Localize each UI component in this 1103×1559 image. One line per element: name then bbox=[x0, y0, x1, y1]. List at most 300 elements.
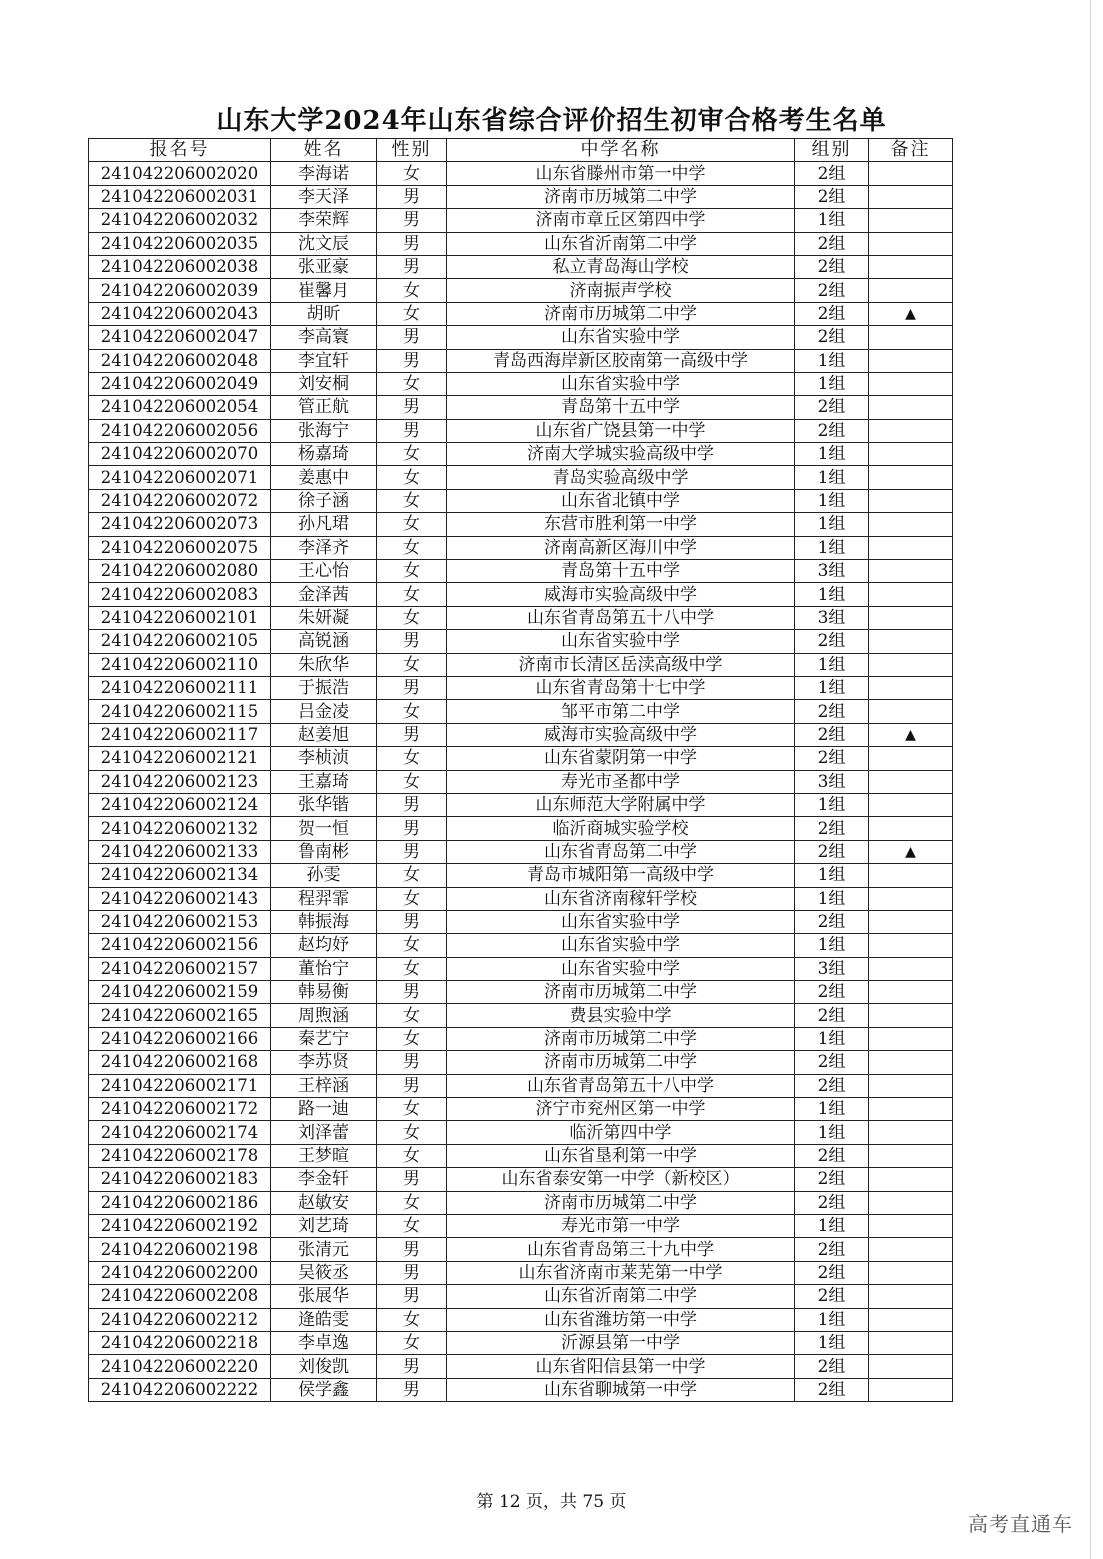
cell-gender: 女 bbox=[377, 536, 447, 559]
cell-remarks bbox=[869, 583, 953, 606]
cell-gender: 男 bbox=[377, 817, 447, 840]
cell-name: 金泽茜 bbox=[271, 583, 377, 606]
table-row bbox=[89, 887, 953, 910]
cell-registration-number: 241042206002165 bbox=[89, 1004, 271, 1027]
cell-group: 2组 bbox=[795, 981, 869, 1004]
cell-gender: 女 bbox=[377, 489, 447, 512]
cell-remarks bbox=[869, 606, 953, 629]
cell-gender: 男 bbox=[377, 1378, 447, 1401]
table-row bbox=[89, 1004, 953, 1027]
table-row bbox=[89, 934, 953, 957]
cell-remarks: ▲ bbox=[869, 723, 953, 746]
cell-group: 2组 bbox=[795, 1355, 869, 1378]
cell-school: 山东省济南市莱芜第一中学 bbox=[447, 1261, 795, 1284]
cell-school: 山东省实验中学 bbox=[447, 934, 795, 957]
cell-registration-number: 241042206002121 bbox=[89, 747, 271, 770]
cell-remarks bbox=[869, 255, 953, 278]
cell-school: 济南市长清区岳渎高级中学 bbox=[447, 653, 795, 676]
cell-school: 山东省潍坊第一中学 bbox=[447, 1308, 795, 1331]
cell-remarks bbox=[869, 1308, 953, 1331]
table-row bbox=[89, 536, 953, 559]
cell-group: 2组 bbox=[795, 840, 869, 863]
cell-school: 沂源县第一中学 bbox=[447, 1331, 795, 1354]
cell-name: 孙雯 bbox=[271, 864, 377, 887]
cell-registration-number: 241042206002186 bbox=[89, 1191, 271, 1214]
cell-remarks bbox=[869, 887, 953, 910]
cell-registration-number: 241042206002071 bbox=[89, 466, 271, 489]
cell-gender: 女 bbox=[377, 443, 447, 466]
cell-gender: 女 bbox=[377, 279, 447, 302]
cell-registration-number: 241042206002054 bbox=[89, 396, 271, 419]
cell-registration-number: 241042206002039 bbox=[89, 279, 271, 302]
cell-gender: 女 bbox=[377, 1331, 447, 1354]
cell-group: 1组 bbox=[795, 536, 869, 559]
cell-name: 刘俊凯 bbox=[271, 1355, 377, 1378]
cell-registration-number: 241042206002132 bbox=[89, 817, 271, 840]
table-row bbox=[89, 770, 953, 793]
cell-name: 刘艺琦 bbox=[271, 1214, 377, 1237]
cell-registration-number: 241042206002156 bbox=[89, 934, 271, 957]
cell-registration-number: 241042206002134 bbox=[89, 864, 271, 887]
table-row bbox=[89, 1308, 953, 1331]
cell-school: 山东师范大学附属中学 bbox=[447, 793, 795, 816]
cell-school: 山东省沂南第二中学 bbox=[447, 232, 795, 255]
cell-school: 山东省青岛第十七中学 bbox=[447, 676, 795, 699]
cell-registration-number: 241042206002212 bbox=[89, 1308, 271, 1331]
table-row bbox=[89, 1331, 953, 1354]
header-name: 姓名 bbox=[271, 139, 377, 162]
cell-remarks bbox=[869, 1168, 953, 1191]
cell-registration-number: 241042206002200 bbox=[89, 1261, 271, 1284]
cell-gender: 男 bbox=[377, 1355, 447, 1378]
cell-remarks bbox=[869, 1261, 953, 1284]
cell-name: 王梦暄 bbox=[271, 1144, 377, 1167]
cell-group: 1组 bbox=[795, 443, 869, 466]
table-row bbox=[89, 1355, 953, 1378]
cell-gender: 女 bbox=[377, 606, 447, 629]
cell-remarks bbox=[869, 793, 953, 816]
cell-school: 济南振声学校 bbox=[447, 279, 795, 302]
cell-name: 朱妍凝 bbox=[271, 606, 377, 629]
table-row bbox=[89, 1098, 953, 1121]
table-row bbox=[89, 1238, 953, 1261]
cell-gender: 女 bbox=[377, 1098, 447, 1121]
cell-group: 2组 bbox=[795, 232, 869, 255]
cell-name: 贺一恒 bbox=[271, 817, 377, 840]
table-row bbox=[89, 1261, 953, 1284]
cell-group: 1组 bbox=[795, 1308, 869, 1331]
cell-gender: 女 bbox=[377, 583, 447, 606]
cell-school: 山东省垦利第一中学 bbox=[447, 1144, 795, 1167]
cell-registration-number: 241042206002117 bbox=[89, 723, 271, 746]
cell-gender: 男 bbox=[377, 630, 447, 653]
cell-remarks bbox=[869, 209, 953, 232]
cell-gender: 男 bbox=[377, 255, 447, 278]
cell-name: 沈文辰 bbox=[271, 232, 377, 255]
cell-group: 2组 bbox=[795, 419, 869, 442]
cell-school: 济南市历城第二中学 bbox=[447, 1027, 795, 1050]
cell-school: 山东省泰安第一中学（新校区） bbox=[447, 1168, 795, 1191]
cell-registration-number: 241042206002124 bbox=[89, 793, 271, 816]
table-row bbox=[89, 326, 953, 349]
cell-school: 济南市历城第二中学 bbox=[447, 1191, 795, 1214]
table-row bbox=[89, 162, 953, 185]
table-row bbox=[89, 1051, 953, 1074]
cell-school: 山东省实验中学 bbox=[447, 372, 795, 395]
cell-name: 董怡宁 bbox=[271, 957, 377, 980]
cell-name: 张亚豪 bbox=[271, 255, 377, 278]
table-row bbox=[89, 1168, 953, 1191]
page-number: 第 12 页，共 75 页 bbox=[476, 1492, 627, 1512]
cell-school: 济南高新区海川中学 bbox=[447, 536, 795, 559]
cell-registration-number: 241042206002115 bbox=[89, 700, 271, 723]
header-school: 中学名称 bbox=[447, 139, 795, 162]
cell-registration-number: 241042206002038 bbox=[89, 255, 271, 278]
cell-name: 李高寰 bbox=[271, 326, 377, 349]
cell-name: 胡昕 bbox=[271, 302, 377, 325]
cell-remarks bbox=[869, 466, 953, 489]
cell-name: 赵姜旭 bbox=[271, 723, 377, 746]
cell-gender: 男 bbox=[377, 326, 447, 349]
cell-school: 寿光市圣都中学 bbox=[447, 770, 795, 793]
cell-group: 2组 bbox=[795, 747, 869, 770]
cell-remarks bbox=[869, 1191, 953, 1214]
cell-remarks bbox=[869, 1214, 953, 1237]
cell-gender: 男 bbox=[377, 232, 447, 255]
cell-group: 2组 bbox=[795, 1144, 869, 1167]
header-gender: 性别 bbox=[377, 139, 447, 162]
watermark-text: 高考直通车 bbox=[968, 1512, 1073, 1536]
cell-school: 青岛市城阳第一高级中学 bbox=[447, 864, 795, 887]
cell-gender: 女 bbox=[377, 560, 447, 583]
cell-registration-number: 241042206002222 bbox=[89, 1378, 271, 1401]
cell-registration-number: 241042206002049 bbox=[89, 372, 271, 395]
cell-registration-number: 241042206002178 bbox=[89, 1144, 271, 1167]
cell-name: 赵敏安 bbox=[271, 1191, 377, 1214]
cell-remarks bbox=[869, 747, 953, 770]
cell-school: 济南市历城第二中学 bbox=[447, 981, 795, 1004]
cell-school: 邹平市第二中学 bbox=[447, 700, 795, 723]
table-row bbox=[89, 981, 953, 1004]
cell-school: 山东省济南稼轩学校 bbox=[447, 887, 795, 910]
cell-registration-number: 241042206002101 bbox=[89, 606, 271, 629]
cell-gender: 女 bbox=[377, 1191, 447, 1214]
cell-group: 2组 bbox=[795, 302, 869, 325]
cell-group: 2组 bbox=[795, 700, 869, 723]
cell-group: 1组 bbox=[795, 1098, 869, 1121]
table-row bbox=[89, 747, 953, 770]
cell-remarks bbox=[869, 1121, 953, 1144]
cell-group: 1组 bbox=[795, 934, 869, 957]
cell-school: 济南大学城实验高级中学 bbox=[447, 443, 795, 466]
cell-remarks bbox=[869, 326, 953, 349]
header-group: 组别 bbox=[795, 139, 869, 162]
cell-name: 吴筱丞 bbox=[271, 1261, 377, 1284]
cell-name: 张展华 bbox=[271, 1285, 377, 1308]
cell-gender: 女 bbox=[377, 1004, 447, 1027]
cell-group: 3组 bbox=[795, 606, 869, 629]
cell-group: 1组 bbox=[795, 466, 869, 489]
cell-name: 王心怡 bbox=[271, 560, 377, 583]
cell-registration-number: 241042206002070 bbox=[89, 443, 271, 466]
table-row bbox=[89, 209, 953, 232]
cell-group: 1组 bbox=[795, 349, 869, 372]
cell-remarks bbox=[869, 1378, 953, 1401]
cell-name: 李金轩 bbox=[271, 1168, 377, 1191]
cell-gender: 男 bbox=[377, 1238, 447, 1261]
cell-registration-number: 241042206002031 bbox=[89, 185, 271, 208]
cell-name: 高锐涵 bbox=[271, 630, 377, 653]
cell-group: 1组 bbox=[795, 653, 869, 676]
cell-group: 1组 bbox=[795, 583, 869, 606]
cell-gender: 男 bbox=[377, 1168, 447, 1191]
cell-group: 2组 bbox=[795, 1051, 869, 1074]
table-row bbox=[89, 466, 953, 489]
scan-edge-line bbox=[1090, 0, 1091, 1559]
cell-school: 临沂第四中学 bbox=[447, 1121, 795, 1144]
cell-name: 张华锴 bbox=[271, 793, 377, 816]
cell-registration-number: 241042206002032 bbox=[89, 209, 271, 232]
cell-school: 寿光市第一中学 bbox=[447, 1214, 795, 1237]
cell-name: 秦艺宁 bbox=[271, 1027, 377, 1050]
cell-group: 2组 bbox=[795, 326, 869, 349]
cell-group: 2组 bbox=[795, 910, 869, 933]
cell-group: 2组 bbox=[795, 1285, 869, 1308]
table-row bbox=[89, 676, 953, 699]
cell-school: 青岛实验高级中学 bbox=[447, 466, 795, 489]
cell-remarks bbox=[869, 1144, 953, 1167]
cell-registration-number: 241042206002035 bbox=[89, 232, 271, 255]
cell-registration-number: 241042206002183 bbox=[89, 1168, 271, 1191]
cell-school: 济南市历城第二中学 bbox=[447, 1051, 795, 1074]
cell-gender: 男 bbox=[377, 1051, 447, 1074]
table-row bbox=[89, 793, 953, 816]
cell-school: 威海市实验高级中学 bbox=[447, 583, 795, 606]
cell-gender: 女 bbox=[377, 770, 447, 793]
cell-registration-number: 241042206002174 bbox=[89, 1121, 271, 1144]
cell-school: 山东省实验中学 bbox=[447, 910, 795, 933]
cell-remarks bbox=[869, 1051, 953, 1074]
cell-name: 李卓逸 bbox=[271, 1331, 377, 1354]
table-row bbox=[89, 864, 953, 887]
table-body bbox=[89, 162, 953, 1402]
cell-group: 2组 bbox=[795, 1191, 869, 1214]
cell-school: 临沂商城实验学校 bbox=[447, 817, 795, 840]
table-row bbox=[89, 1214, 953, 1237]
cell-group: 1组 bbox=[795, 209, 869, 232]
cell-remarks bbox=[869, 1355, 953, 1378]
cell-registration-number: 241042206002110 bbox=[89, 653, 271, 676]
cell-remarks bbox=[869, 653, 953, 676]
cell-remarks bbox=[869, 1331, 953, 1354]
cell-registration-number: 241042206002111 bbox=[89, 676, 271, 699]
table-row bbox=[89, 419, 953, 442]
cell-name: 李泽齐 bbox=[271, 536, 377, 559]
cell-gender: 男 bbox=[377, 1285, 447, 1308]
cell-group: 3组 bbox=[795, 957, 869, 980]
cell-gender: 女 bbox=[377, 700, 447, 723]
cell-remarks bbox=[869, 443, 953, 466]
cell-school: 山东省实验中学 bbox=[447, 326, 795, 349]
cell-school: 济南市历城第二中学 bbox=[447, 302, 795, 325]
cell-remarks bbox=[869, 817, 953, 840]
cell-name: 路一迪 bbox=[271, 1098, 377, 1121]
cell-name: 姜惠中 bbox=[271, 466, 377, 489]
cell-name: 管正航 bbox=[271, 396, 377, 419]
cell-remarks bbox=[869, 1074, 953, 1097]
cell-registration-number: 241042206002083 bbox=[89, 583, 271, 606]
cell-name: 李荣辉 bbox=[271, 209, 377, 232]
cell-school: 济南市历城第二中学 bbox=[447, 185, 795, 208]
cell-group: 1组 bbox=[795, 513, 869, 536]
cell-school: 山东省青岛第二中学 bbox=[447, 840, 795, 863]
cell-registration-number: 241042206002123 bbox=[89, 770, 271, 793]
cell-school: 东营市胜利第一中学 bbox=[447, 513, 795, 536]
cell-remarks bbox=[869, 1285, 953, 1308]
cell-gender: 女 bbox=[377, 747, 447, 770]
cell-group: 2组 bbox=[795, 630, 869, 653]
cell-name: 李苏贤 bbox=[271, 1051, 377, 1074]
cell-name: 杨嘉琦 bbox=[271, 443, 377, 466]
table-row bbox=[89, 279, 953, 302]
header-remarks: 备注 bbox=[869, 139, 953, 162]
cell-remarks bbox=[869, 864, 953, 887]
cell-name: 王嘉琦 bbox=[271, 770, 377, 793]
cell-school: 山东省青岛第五十八中学 bbox=[447, 1074, 795, 1097]
cell-school: 山东省沂南第二中学 bbox=[447, 1285, 795, 1308]
cell-remarks bbox=[869, 1027, 953, 1050]
cell-gender: 男 bbox=[377, 840, 447, 863]
cell-name: 李宜轩 bbox=[271, 349, 377, 372]
cell-gender: 女 bbox=[377, 887, 447, 910]
table-row bbox=[89, 700, 953, 723]
cell-registration-number: 241042206002171 bbox=[89, 1074, 271, 1097]
cell-group: 2组 bbox=[795, 1168, 869, 1191]
cell-group: 1组 bbox=[795, 1331, 869, 1354]
cell-group: 2组 bbox=[795, 1004, 869, 1027]
cell-group: 2组 bbox=[795, 162, 869, 185]
cell-gender: 男 bbox=[377, 209, 447, 232]
cell-registration-number: 241042206002168 bbox=[89, 1051, 271, 1074]
cell-group: 2组 bbox=[795, 255, 869, 278]
cell-school: 山东省实验中学 bbox=[447, 957, 795, 980]
cell-remarks bbox=[869, 700, 953, 723]
cell-group: 2组 bbox=[795, 1074, 869, 1097]
cell-gender: 女 bbox=[377, 957, 447, 980]
table-row bbox=[89, 349, 953, 372]
cell-name: 韩振海 bbox=[271, 910, 377, 933]
cell-remarks bbox=[869, 232, 953, 255]
table-row bbox=[89, 1191, 953, 1214]
cell-name: 韩易衡 bbox=[271, 981, 377, 1004]
table-row bbox=[89, 653, 953, 676]
cell-remarks bbox=[869, 957, 953, 980]
cell-gender: 男 bbox=[377, 185, 447, 208]
cell-school: 山东省阳信县第一中学 bbox=[447, 1355, 795, 1378]
table-row bbox=[89, 1144, 953, 1167]
cell-group: 2组 bbox=[795, 817, 869, 840]
cell-registration-number: 241042206002020 bbox=[89, 162, 271, 185]
cell-registration-number: 241042206002056 bbox=[89, 419, 271, 442]
cell-name: 李桢浈 bbox=[271, 747, 377, 770]
cell-school: 青岛第十五中学 bbox=[447, 396, 795, 419]
cell-school: 私立青岛海山学校 bbox=[447, 255, 795, 278]
cell-registration-number: 241042206002218 bbox=[89, 1331, 271, 1354]
cell-registration-number: 241042206002073 bbox=[89, 513, 271, 536]
cell-group: 1组 bbox=[795, 372, 869, 395]
cell-group: 2组 bbox=[795, 279, 869, 302]
table-row bbox=[89, 1378, 953, 1401]
cell-remarks bbox=[869, 279, 953, 302]
cell-gender: 女 bbox=[377, 864, 447, 887]
cell-name: 于振浩 bbox=[271, 676, 377, 699]
cell-gender: 男 bbox=[377, 793, 447, 816]
cell-group: 1组 bbox=[795, 676, 869, 699]
table-row bbox=[89, 1074, 953, 1097]
cell-remarks bbox=[869, 770, 953, 793]
cell-group: 2组 bbox=[795, 1261, 869, 1284]
cell-gender: 男 bbox=[377, 1261, 447, 1284]
cell-name: 赵均妤 bbox=[271, 934, 377, 957]
table-row bbox=[89, 302, 953, 325]
cell-group: 1组 bbox=[795, 864, 869, 887]
cell-registration-number: 241042206002166 bbox=[89, 1027, 271, 1050]
cell-gender: 女 bbox=[377, 372, 447, 395]
table-row bbox=[89, 583, 953, 606]
cell-name: 逄皓雯 bbox=[271, 1308, 377, 1331]
header-registration-number: 报名号 bbox=[89, 139, 271, 162]
cell-group: 1组 bbox=[795, 1027, 869, 1050]
table-row bbox=[89, 840, 953, 863]
table-row bbox=[89, 396, 953, 419]
cell-school: 山东省青岛第五十八中学 bbox=[447, 606, 795, 629]
cell-school: 青岛第十五中学 bbox=[447, 560, 795, 583]
cell-name: 孙凡珺 bbox=[271, 513, 377, 536]
cell-gender: 女 bbox=[377, 513, 447, 536]
cell-group: 2组 bbox=[795, 396, 869, 419]
cell-gender: 女 bbox=[377, 653, 447, 676]
cell-name: 李海诺 bbox=[271, 162, 377, 185]
cell-group: 2组 bbox=[795, 1378, 869, 1401]
cell-remarks bbox=[869, 1004, 953, 1027]
cell-school: 山东省蒙阴第一中学 bbox=[447, 747, 795, 770]
cell-name: 张清元 bbox=[271, 1238, 377, 1261]
table-row bbox=[89, 723, 953, 746]
cell-remarks: ▲ bbox=[869, 840, 953, 863]
cell-registration-number: 241042206002159 bbox=[89, 981, 271, 1004]
cell-name: 张海宁 bbox=[271, 419, 377, 442]
cell-registration-number: 241042206002047 bbox=[89, 326, 271, 349]
cell-gender: 女 bbox=[377, 1027, 447, 1050]
cell-gender: 女 bbox=[377, 466, 447, 489]
cell-school: 青岛西海岸新区胶南第一高级中学 bbox=[447, 349, 795, 372]
cell-gender: 女 bbox=[377, 1214, 447, 1237]
table-row bbox=[89, 1285, 953, 1308]
cell-school: 济南市章丘区第四中学 bbox=[447, 209, 795, 232]
table-row bbox=[89, 606, 953, 629]
cell-registration-number: 241042206002220 bbox=[89, 1355, 271, 1378]
cell-gender: 男 bbox=[377, 419, 447, 442]
cell-school: 山东省广饶县第一中学 bbox=[447, 419, 795, 442]
cell-gender: 女 bbox=[377, 1308, 447, 1331]
table-row bbox=[89, 1027, 953, 1050]
cell-remarks bbox=[869, 910, 953, 933]
cell-school: 山东省青岛第三十九中学 bbox=[447, 1238, 795, 1261]
cell-registration-number: 241042206002048 bbox=[89, 349, 271, 372]
cell-remarks bbox=[869, 560, 953, 583]
cell-registration-number: 241042206002198 bbox=[89, 1238, 271, 1261]
cell-remarks bbox=[869, 349, 953, 372]
